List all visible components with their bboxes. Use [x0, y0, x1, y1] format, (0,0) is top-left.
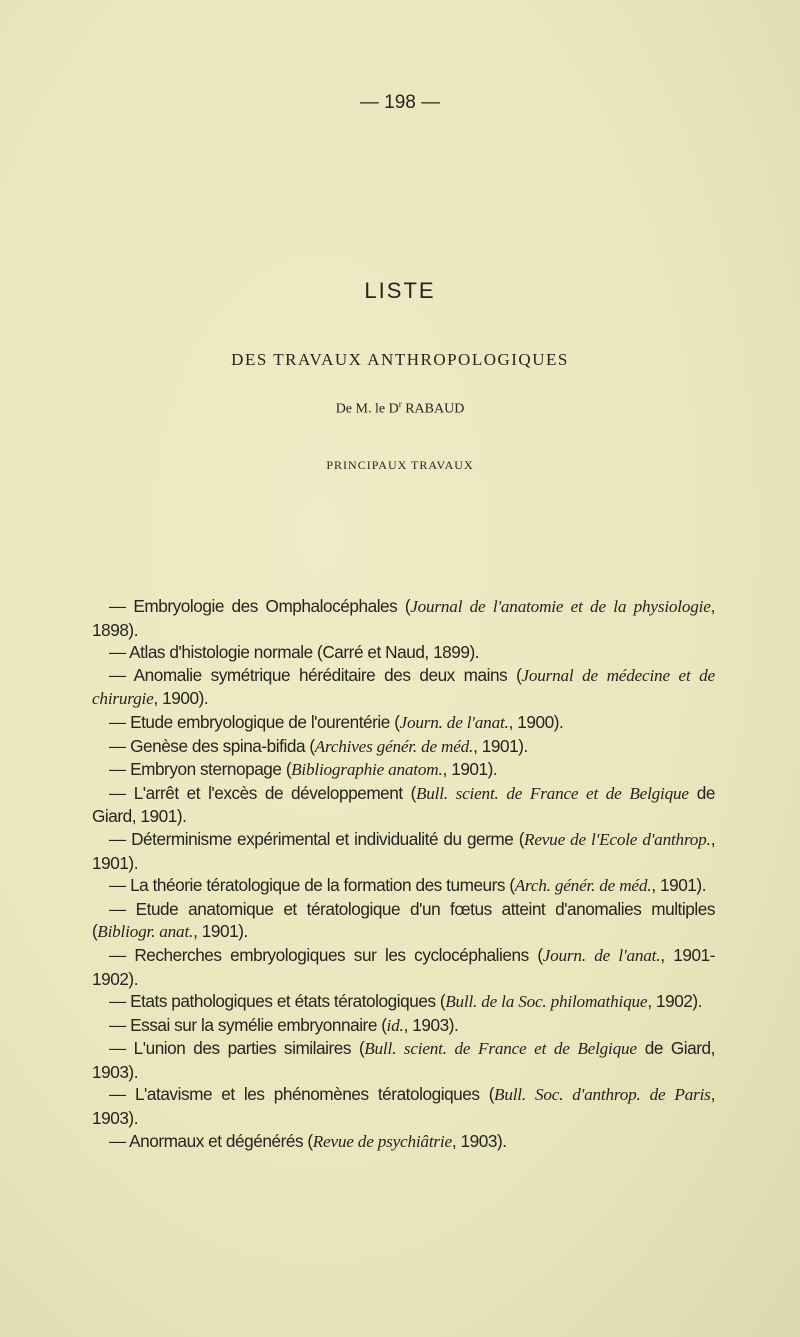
entry-text: , 1901).	[193, 921, 248, 942]
entry-text: — La théorie tératologique de la formation des tumeurs (	[109, 875, 515, 896]
list-item	[92, 782, 715, 828]
entry-text: , 1900).	[153, 688, 209, 709]
publication-title: Revue de l'Ecole d'anthrop.	[524, 829, 711, 849]
list-item	[92, 758, 715, 782]
list-item	[92, 828, 715, 874]
page-number: — 198 —	[359, 92, 441, 113]
entry-text: , 1903).	[451, 1130, 507, 1151]
publication-title: Arch. génér. de méd.	[514, 876, 652, 896]
entry-text: — Anormaux et dégénérés (	[109, 1130, 313, 1151]
list-item	[92, 1037, 715, 1083]
entry-text: , 1903).	[92, 1084, 715, 1129]
entry-text: , 1903).	[403, 1014, 459, 1035]
publication-title: id.	[386, 1015, 404, 1035]
works-list	[92, 595, 715, 1153]
entry-text: — Embryologie des Omphalocéphales (	[109, 596, 411, 616]
entry-text: — Recherches embryologiques sur les cyclocéphaliens (	[109, 944, 543, 965]
publication-title: Journ. de l'anat.	[542, 945, 661, 965]
author-name: RABAUD	[401, 401, 465, 417]
list-item	[92, 595, 715, 641]
document-title: LISTE	[364, 278, 436, 303]
list-item	[92, 990, 715, 1014]
author-prefix: De M. le D	[335, 401, 399, 417]
publication-title: Journ. de l'anat.	[399, 712, 509, 732]
list-item	[92, 664, 715, 711]
entry-text: de Giard, 1901).	[92, 782, 716, 827]
publication-title: Bull. scient. de France et de Belgique	[415, 783, 689, 803]
entry-text: — Etude anatomique et tératologique d'un fœtus atteint d'anomalies multiples (	[92, 898, 715, 942]
section-heading: PRINCIPAUX TRAVAUX	[326, 458, 474, 472]
entry-text: — Etude embryologique de l'ourentérie (	[109, 711, 400, 732]
entry-text: , 1901).	[651, 875, 707, 896]
list-item	[92, 641, 715, 664]
entry-text: , 1901).	[473, 735, 528, 756]
list-item	[92, 1083, 715, 1129]
author-sup: r	[398, 399, 402, 409]
entry-text: — L'atavisme et les phénomènes tératologiques (	[109, 1084, 495, 1105]
list-item	[92, 1014, 715, 1038]
entry-text: — Anomalie symétrique héréditaire des deux mains (	[109, 664, 522, 685]
entry-text: — Etats pathologiques et états tératologiques (	[109, 991, 446, 1012]
list-item	[92, 711, 715, 735]
author-line	[0, 399, 800, 418]
entry-text: , 1901-1902).	[92, 944, 715, 989]
entry-text: — Embryon sternopage (	[109, 759, 292, 780]
entry-text: , 1902).	[647, 991, 703, 1012]
list-item	[92, 944, 715, 990]
entry-text: — Déterminisme expérimental et individualité du germe (	[109, 828, 525, 849]
publication-title: Journal de médecine et de chirurgie	[92, 665, 715, 709]
entry-text: — Atlas d'histologie normale (Carré et Naud, 1899).	[109, 642, 480, 663]
entry-text: — Genèse des spina-bifida (	[109, 735, 315, 756]
entry-text: — L'arrêt et l'excès de développement (	[109, 782, 416, 803]
publication-title: Archives génér. de méd.	[314, 736, 474, 756]
publication-title: Bibliogr. anat.	[97, 922, 194, 942]
entry-text: , 1898).	[92, 596, 715, 640]
entry-text: — L'union des parties similaires (	[109, 1038, 365, 1059]
document-subtitle: DES TRAVAUX ANTHROPOLOGIQUES	[231, 350, 569, 369]
entry-text: — Essai sur la symélie embryonnaire (	[109, 1014, 387, 1035]
list-item	[92, 874, 715, 898]
publication-title: Bull. de la Soc. philomathique	[445, 992, 648, 1012]
publication-title: Bibliographie anatom.	[291, 760, 443, 780]
publication-title: Bull. scient. de France et de Belgique	[364, 1039, 637, 1059]
publication-title: Revue de psychiâtrie	[312, 1131, 452, 1151]
publication-title: Bull. Soc. d'anthrop. de Paris	[494, 1085, 711, 1105]
list-item	[92, 1130, 715, 1154]
entry-text: de Giard, 1903).	[92, 1038, 715, 1082]
list-item	[92, 735, 715, 759]
entry-text: , 1901).	[442, 759, 498, 780]
entry-text: , 1901).	[92, 828, 716, 873]
list-item	[92, 898, 715, 944]
publication-title: Journal de l'anatomie et de la physiologie	[410, 597, 711, 616]
entry-text: , 1900).	[508, 711, 564, 732]
